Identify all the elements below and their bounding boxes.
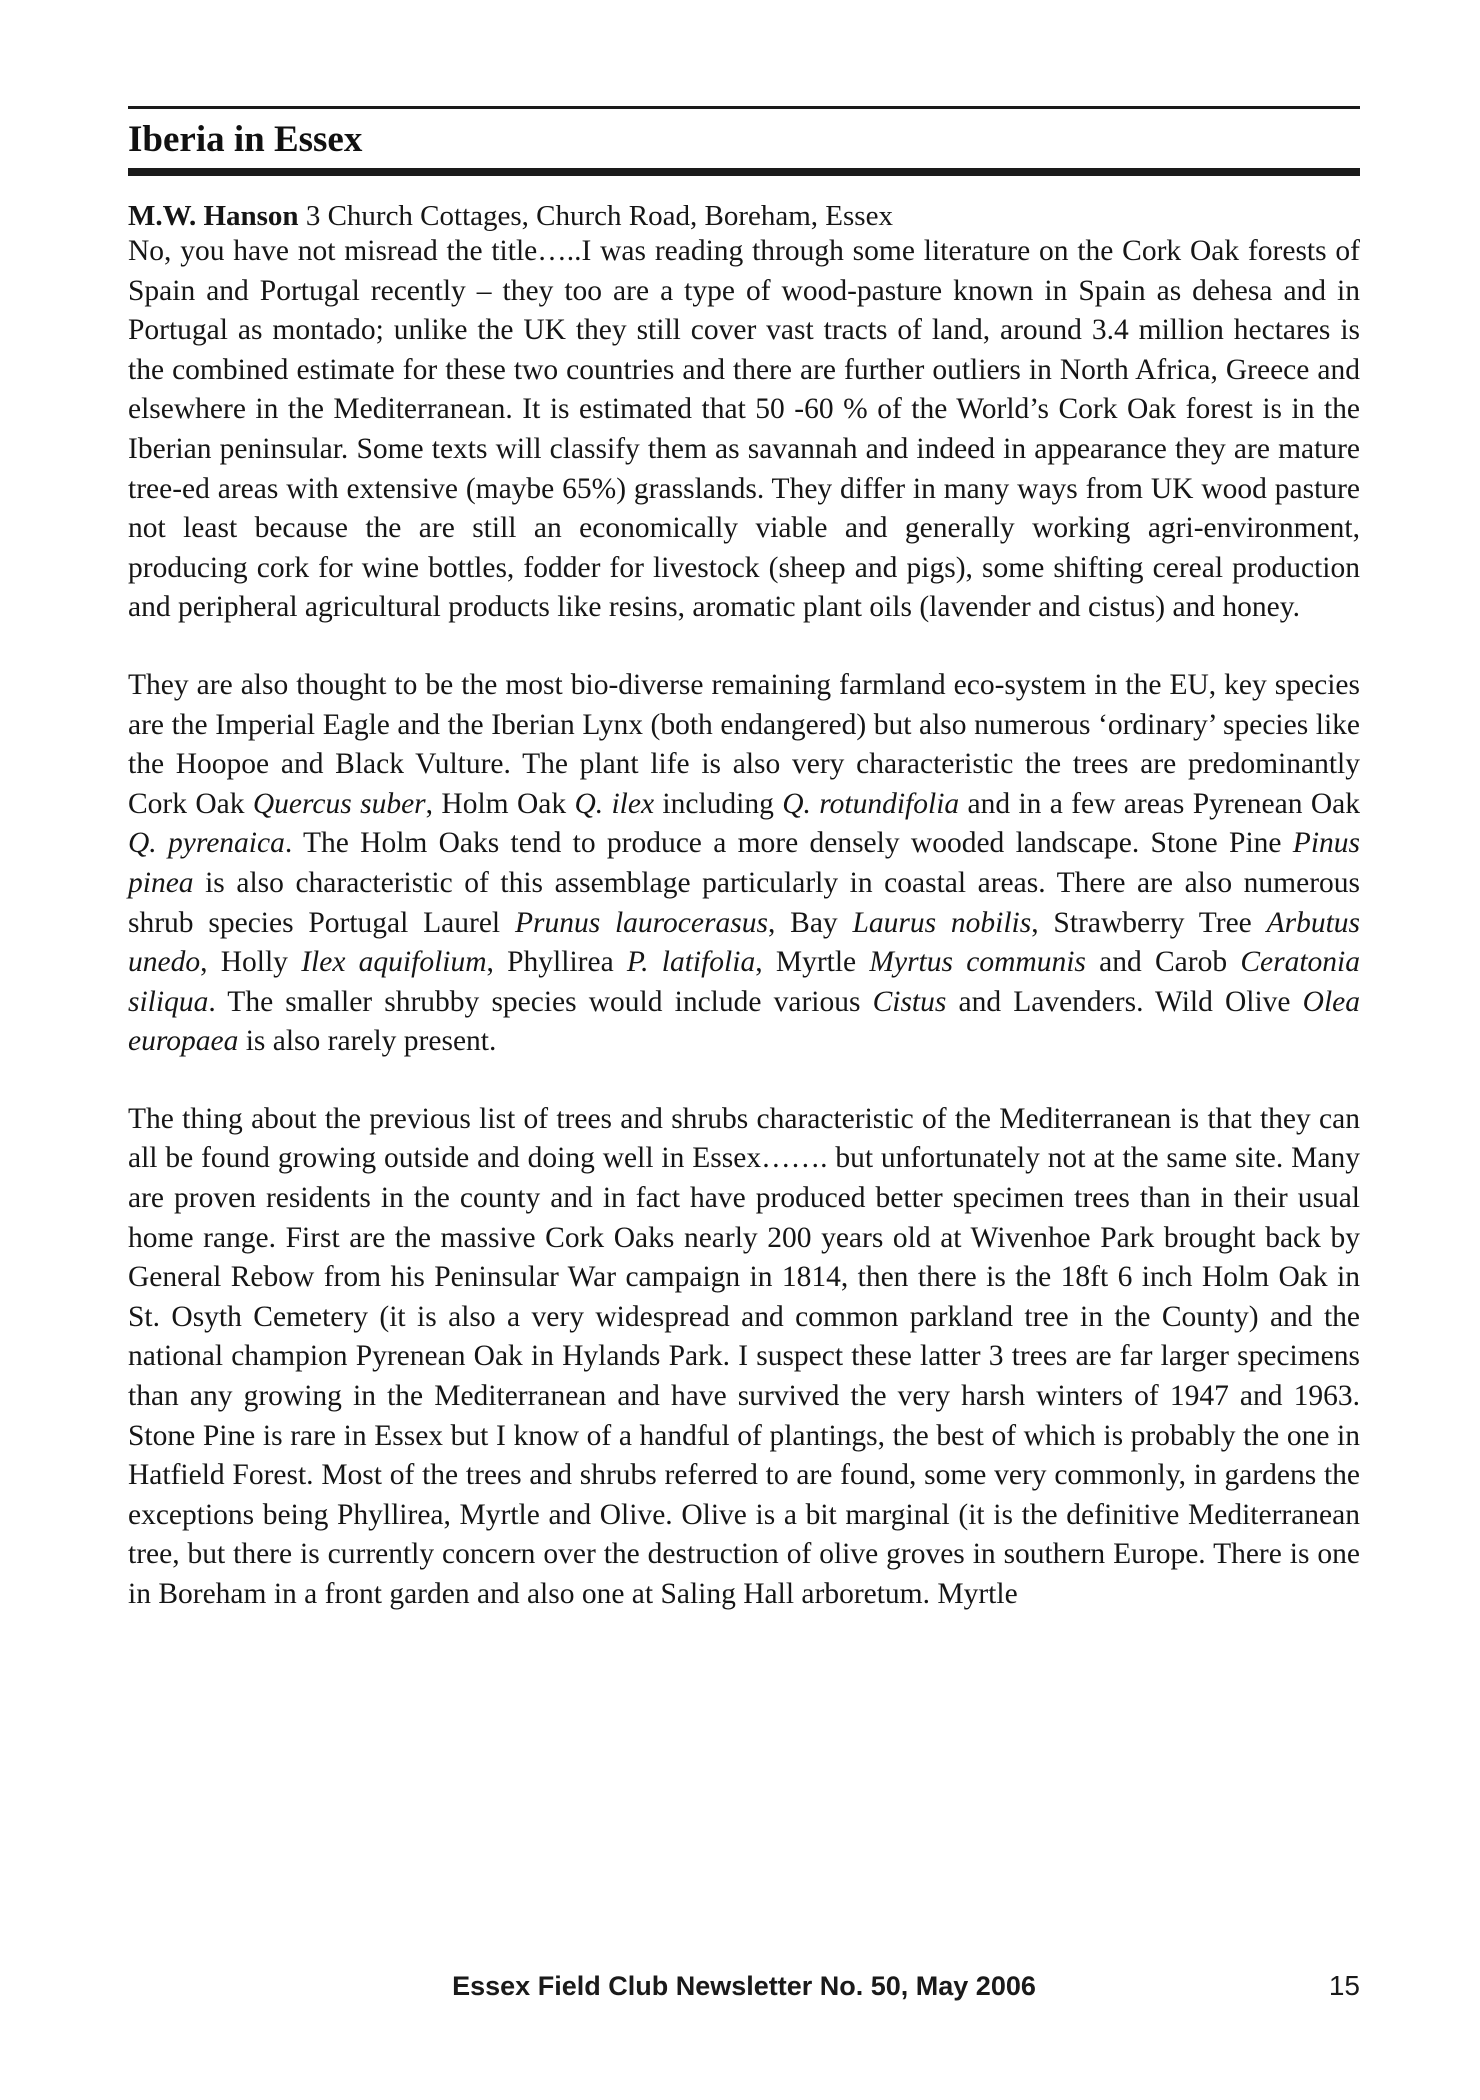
author-name: M.W. Hanson <box>128 200 299 232</box>
footer-publication: Essex Field Club Newsletter No. 50, May 2006 <box>452 1971 1036 2001</box>
body-paragraph <box>128 232 1360 628</box>
author-address: 3 Church Cottages, Church Road, Boreham, Essex <box>298 200 893 232</box>
text-run: , Phyllirea <box>486 946 627 979</box>
species-name: Ceratonia siliqua <box>128 946 1361 1018</box>
species-name: Pinus pinea <box>128 827 1360 899</box>
species-name: Q. rotundifolia <box>782 787 960 820</box>
text-run: and Carob <box>1085 946 1241 979</box>
species-name: Olea europaea <box>128 985 1360 1058</box>
species-name: Q. ilex <box>574 787 655 820</box>
article-title: Iberia in Essex <box>128 119 363 160</box>
species-name: Arbutus unedo <box>128 906 1361 979</box>
page-number: 15 <box>1328 1970 1360 2001</box>
body-paragraph <box>128 1100 1360 1615</box>
text-run: , Myrtle <box>755 946 870 979</box>
text-run: , Strawberry Tree <box>1031 906 1267 939</box>
text-run: The thing about the previous list of trees and shrubs characteristic of the Mediterranean is that they can all be found growing outside and doing well in Essex……. but unfortunately not at the same site. Many are proven residents in the county and in fact have produced better specimen trees than in their usual home range. First are the massive Cork Oaks nearly 200 years old at Wivenhoe Park brought back by General Rebow from his Peninsular War campaign in 1814, then there is the 18ft 6 inch Holm Oak in St. Osyth Cemetery (it is also a very widespread and common parkland tree in the County) and the national champion Pyrenean Oak in Hylands Park. I suspect these latter 3 trees are far larger specimens than any growing in the Mediterranean and have survived the very harsh winters of 1947 and 1963. Stone Pine is rare in Essex but I know of a handful of plantings, the best of which is probably the one in Hatfield Forest. Most of the trees and shrubs referred to are found, some very commonly, in gardens the exceptions being Phyllirea, Myrtle and Olive. Olive is a bit marginal (it is the definitive Mediterranean tree, but there is currently concern over the destruction of olive groves in southern Europe. There is one in Boreham in a front garden and also one at Saling Hall arboretum. Myrtle <box>128 1102 1360 1610</box>
header-rule-bottom <box>128 168 1360 176</box>
text-run: is also rarely present. <box>238 1025 497 1058</box>
text-run: and Lavenders. Wild Olive <box>946 985 1303 1018</box>
newsletter-page <box>128 0 1360 2100</box>
species-name: Ilex aquifolium <box>301 946 487 979</box>
species-name: Quercus suber <box>252 787 426 820</box>
text-run: is also characteristic of this assemblage particularly in coastal areas. There are also numerous shrub species Portugal Laurel <box>128 866 1360 939</box>
text-run: and in a few areas Pyrenean Oak <box>959 787 1360 820</box>
page-footer <box>128 1968 1360 2008</box>
text-run: No, you have not misread the title…..I was reading through some literature on the Cork Oak forests of Spain and Portugal recently – they too are a type of wood-pasture known in Spain as dehesa and in Portugal as montado; unlike the UK they still cover vast tracts of land, around 3.4 million hectares is the combined estimate for these two countries and there are further outliers in North Africa, Greece and elsewhere in the Mediterranean. It is estimated that 50 -60 % of the World’s Cork Oak forest is in the Iberian peninsular. Some texts will classify them as savannah and indeed in appearance they are mature tree-ed areas with extensive (maybe 65%) grasslands. They differ in many ways from UK wood pasture not least because the are still an economically viable and generally working agri-environment, producing cork for wine bottles, fodder for livestock (sheep and pigs), some shifting cereal production and peripheral agricultural products like resins, aromatic plant oils (lavender and cistus) and honey. <box>128 235 1360 624</box>
body-paragraph <box>128 666 1360 1062</box>
article-body <box>128 232 1360 1615</box>
text-run: . The Holm Oaks tend to produce a more densely wooded landscape. Stone Pine <box>284 827 1293 860</box>
species-name: Prunus laurocerasus <box>514 906 768 939</box>
text-run: , Bay <box>767 906 853 939</box>
species-name: Q. pyrenaica <box>128 827 285 860</box>
species-name: P. latifolia <box>626 946 756 979</box>
text-run: They are also thought to be the most bio-diverse remaining farmland eco-system in the EU, key species are the Imperial Eagle and the Iberian Lynx (both endangered) but also numerous ‘ordinary’ species like the Hoopoe and Black Vulture. The plant life is also very characteristic the trees are predominantly Cork Oak <box>128 668 1360 820</box>
text-run: , Holm Oak <box>425 787 575 820</box>
byline <box>128 196 893 236</box>
text-run: including <box>654 787 783 820</box>
text-run: . The smaller shrubby species would include various <box>208 985 873 1018</box>
species-name: Laurus nobilis <box>852 906 1032 939</box>
species-name: Cistus <box>872 985 947 1018</box>
header-rule-top <box>128 106 1360 109</box>
species-name: Myrtus communis <box>869 946 1086 979</box>
text-run: , Holly <box>200 946 302 979</box>
